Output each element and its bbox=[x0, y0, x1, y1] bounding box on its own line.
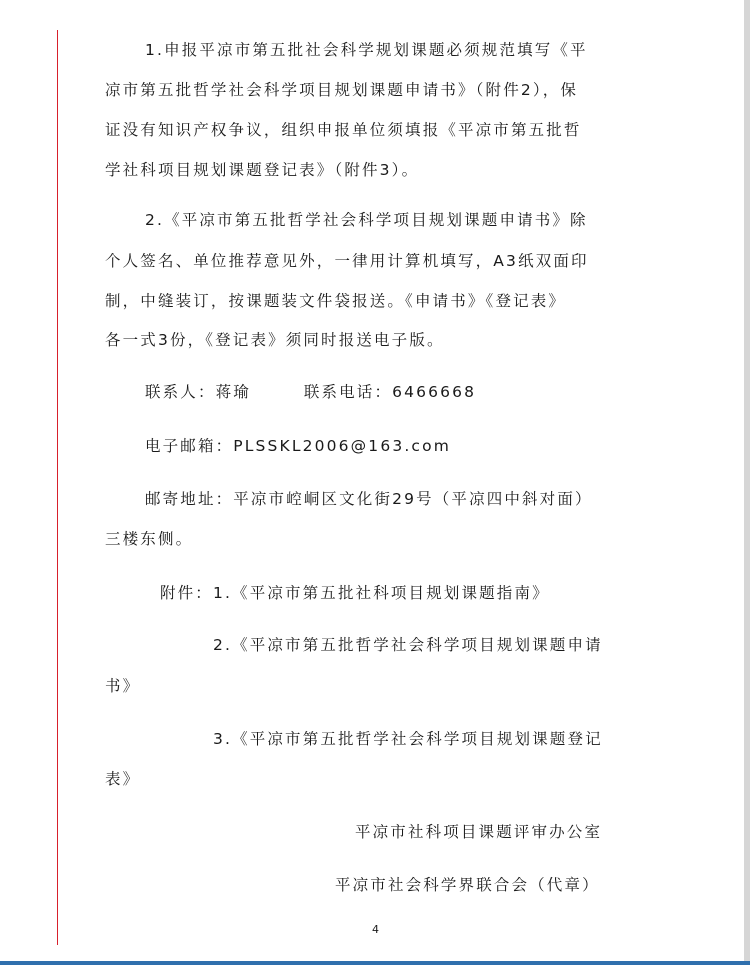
paragraph-1-line-1: 1.申报平凉市第五批社会科学规划课题必须规范填写《平 bbox=[145, 41, 588, 59]
signature-office: 平凉市社科项目课题评审办公室 bbox=[355, 823, 603, 841]
page-number: 4 bbox=[372, 923, 379, 936]
attachment-3-line-1: 3.《平凉市第五批哲学社会科学项目规划课题登记 bbox=[213, 730, 603, 748]
paragraph-2-line-2: 个人签名、单位推荐意见外，一律用计算机填写，A3纸双面印 bbox=[105, 252, 589, 270]
contact-line: 联系人：蒋瑜 联系电话：6466668 bbox=[145, 383, 477, 401]
paragraph-2-line-3: 制，中缝装订，按课题装文件袋报送。《申请书》《登记表》 bbox=[105, 292, 567, 310]
page-border-bottom bbox=[0, 961, 750, 965]
paragraph-1-line-3: 证没有知识产权争议，组织申报单位须填报《平凉市第五批哲 bbox=[105, 121, 582, 139]
attachment-2-line-2: 书》 bbox=[105, 677, 141, 695]
red-margin-line bbox=[57, 30, 58, 945]
attachment-3-line-2: 表》 bbox=[105, 770, 141, 788]
paragraph-2-line-1: 2.《平凉市第五批哲学社会科学项目规划课题申请书》除 bbox=[145, 211, 588, 229]
address-line-1: 邮寄地址：平凉市崆峒区文化街29号（平凉四中斜对面） bbox=[145, 490, 593, 508]
signature-federation: 平凉市社会科学界联合会（代章） bbox=[335, 876, 600, 894]
attachment-1: 附件：1.《平凉市第五批社科项目规划课题指南》 bbox=[160, 584, 550, 602]
paragraph-2-line-4: 各一式3份，《登记表》须同时报送电子版。 bbox=[105, 331, 445, 349]
email-line: 电子邮箱：PLSSKL2006@163.com bbox=[145, 437, 451, 455]
attachment-2-line-1: 2.《平凉市第五批哲学社会科学项目规划课题申请 bbox=[213, 636, 603, 654]
paragraph-1-line-4: 学社科项目规划课题登记表》（附件3）。 bbox=[105, 161, 420, 179]
page-shadow-right bbox=[744, 0, 750, 965]
address-line-2: 三楼东侧。 bbox=[105, 530, 194, 548]
paragraph-1-line-2: 凉市第五批哲学社会科学项目规划课题申请书》（附件2），保 bbox=[105, 81, 579, 99]
